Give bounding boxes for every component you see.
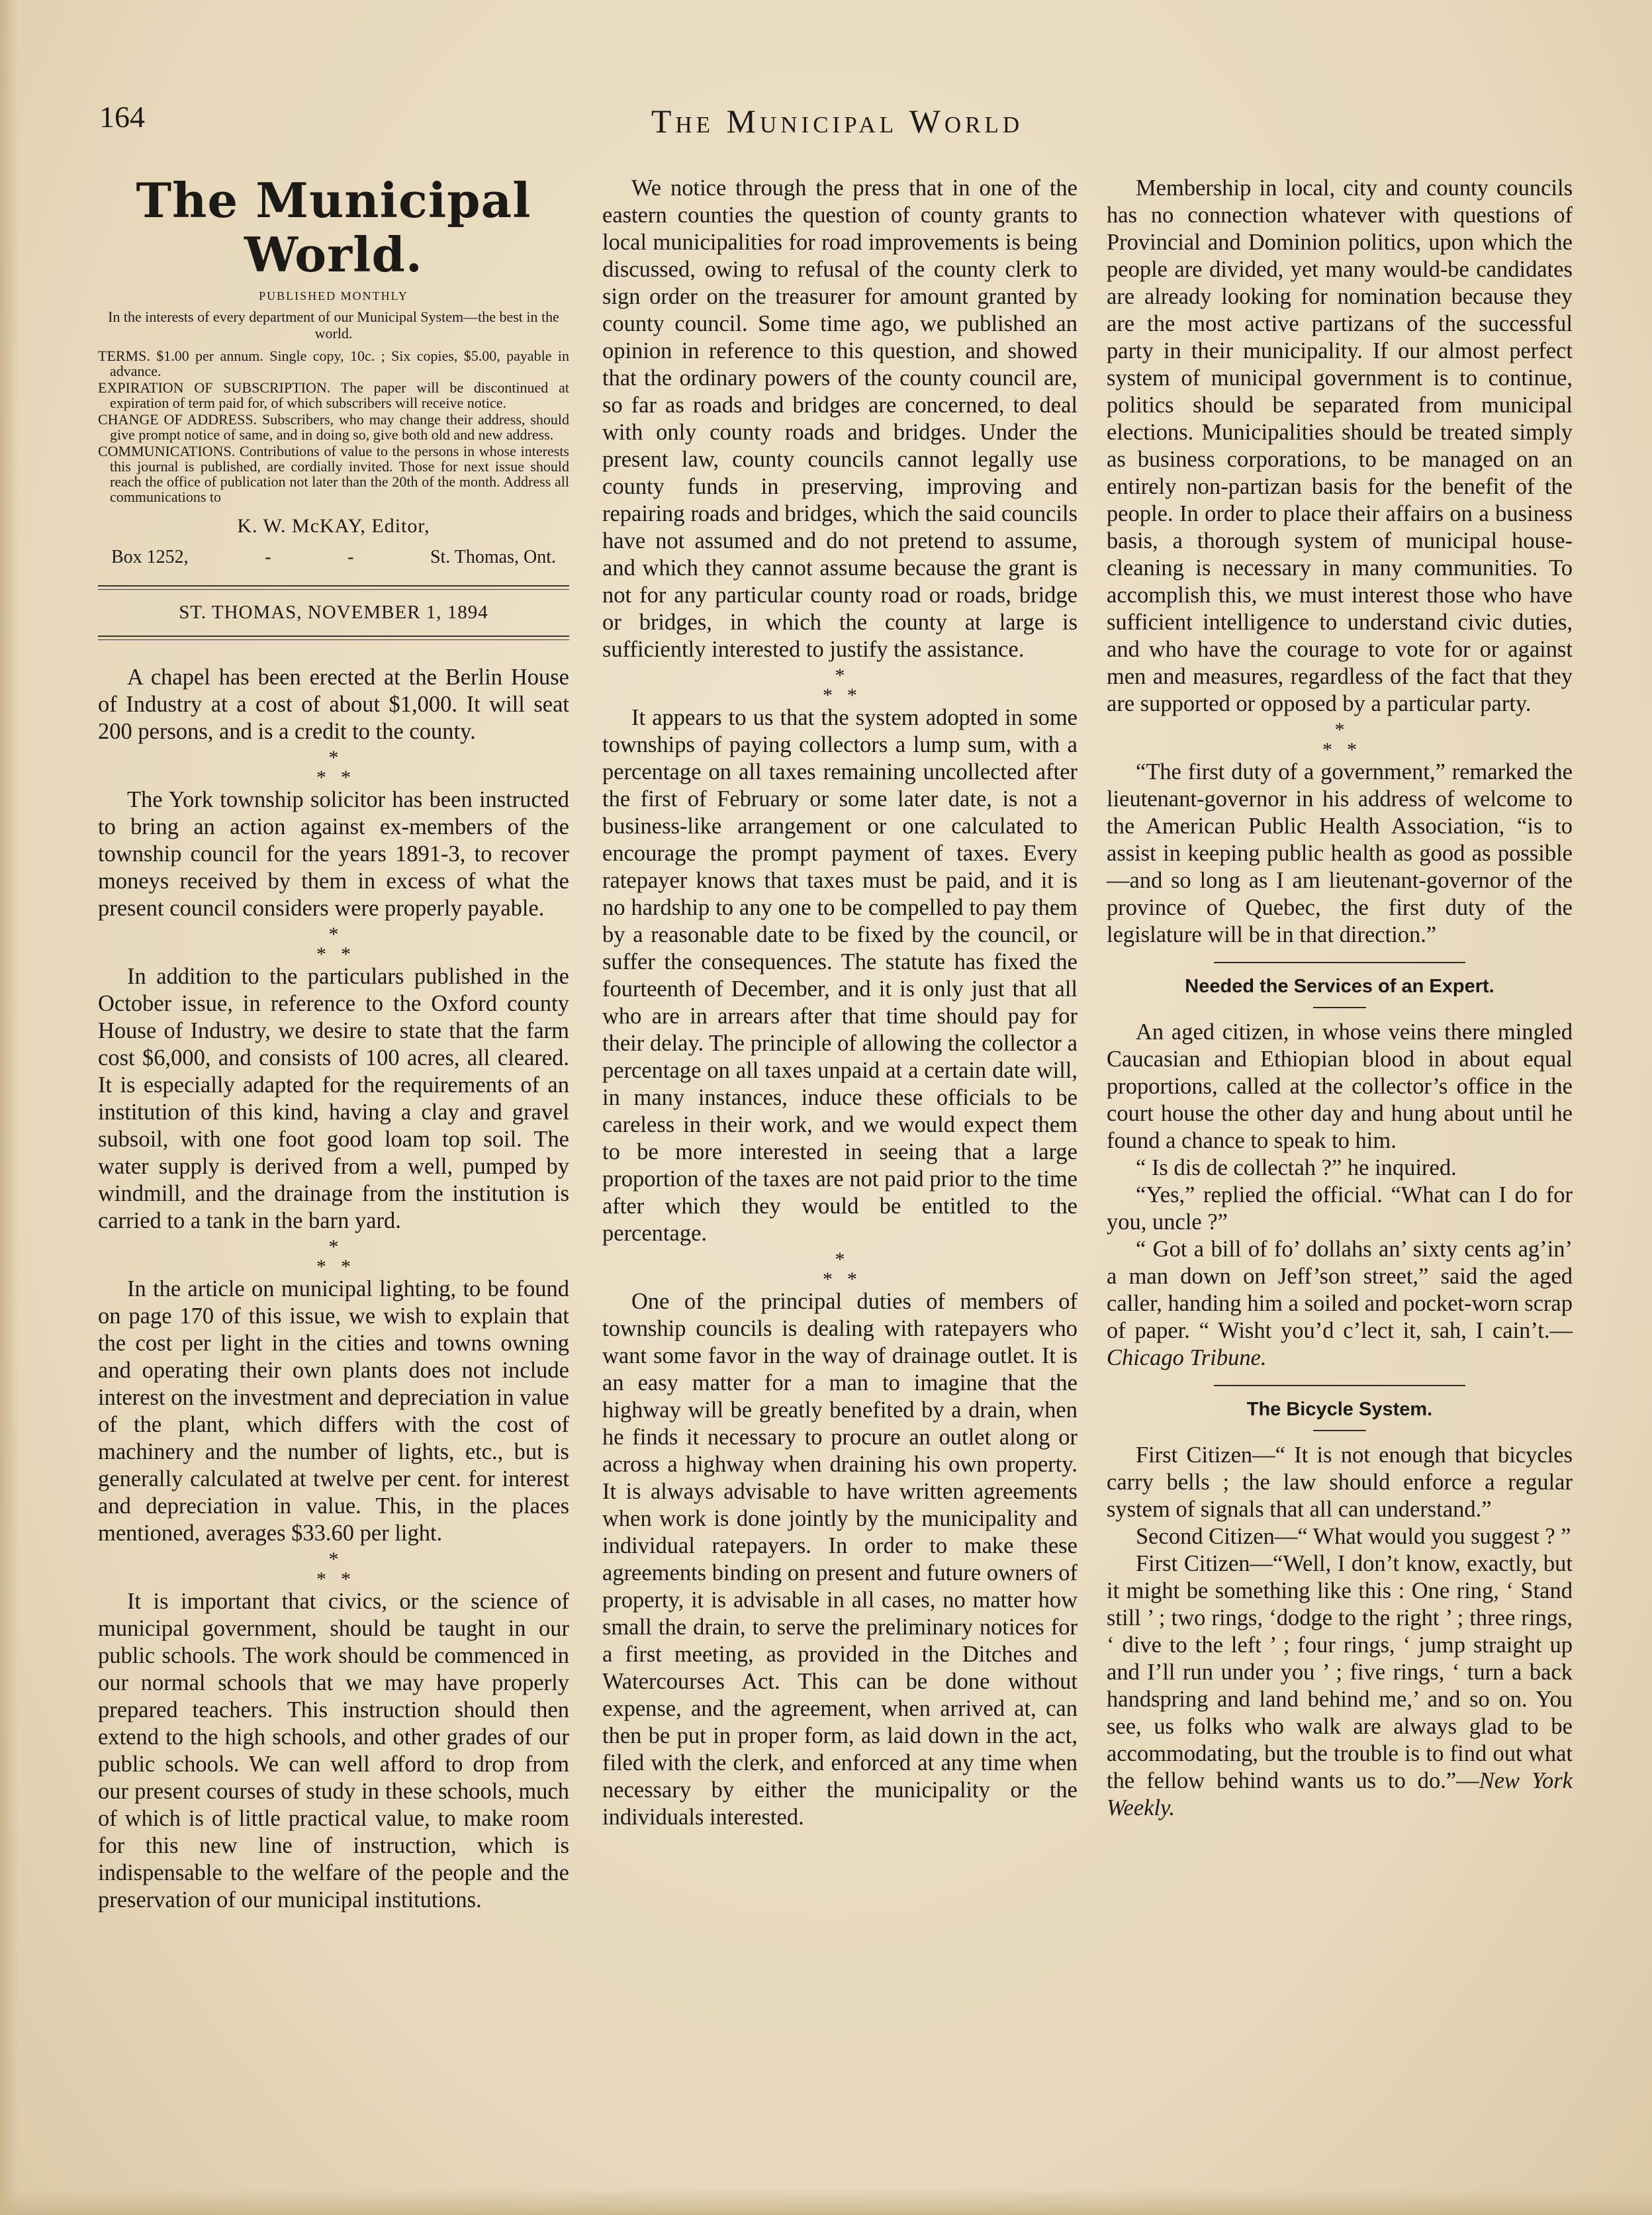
change-of-address-note: CHANGE OF ADDRESS. Subscribers, who may change their address, should give prompt notice of same, and in doing so, give both old and new address.	[98, 411, 569, 443]
published-monthly: PUBLISHED MONTHLY	[259, 289, 408, 303]
editor-name: K. W. McKAY, Editor,	[237, 515, 430, 537]
quote-text: “ Got a bill of fo’ dollahs an’ sixty cents ag’in’ a man down on Jeff’son street,” said the aged caller, handing him a soiled and pocket-worn scrap of paper. “ Wisht you’d c’lect it, sah, I cain’t.—	[1107, 1237, 1573, 1343]
article-paragraph: “ Is dis de collectah ?” he inquired.	[1136, 1155, 1457, 1180]
article-paragraph: An aged citizen, in whose veins there mingled Caucasian and Ethiopian blood in about equal proportions, called at the collector’s office in the court house the other day and hung about until he found a chance to speak to him.	[1107, 1019, 1573, 1153]
article-paragraph: “The first duty of a government,” remarked the lieutenant-governor in his address of welcome to the American Public Health Association, “is to assist in keeping public health as good as possible —and so long as I am lieutenant-governor of the province of Quebec, the first duty of the legislature will be in that direction.”	[1107, 759, 1573, 947]
star: *	[1347, 739, 1371, 761]
star: *	[316, 1568, 341, 1590]
section-break	[98, 1237, 569, 1276]
star: *	[847, 684, 872, 706]
masthead-title: The Municipal World.	[136, 172, 531, 283]
article-paragraph: In the article on municipal lighting, to be found on page 170 of this issue, we wish to explain that the cost per light in the cities and towns owning and operating their own plants does not include interest on the investment and depreciation in value of the plant, which differs with the cost of machinery and the number of lights, etc., but is generally calculated at twelve per cent. for interest and depreciation in value. This, in the places mentioned, averages $33.60 per light.	[98, 1276, 569, 1546]
article-paragraph: We notice through the press that in one of the eastern counties the question of county grants to local municipalities for road improvements is being discussed, owing to refusal of the county clerk to sign order on the treasurer for amount granted by county council. Some time ago, we published an opinion in reference to this question, and showed that the ordinary powers of the county council are, so far as roads and bridges are concerned, to deal with only county roads and bridges. Under the present law, county councils cannot legally use county funds in preserving, improving and repairing roads and bridges, which the said councils have not assumed and do not pretend to assume, and which they cannot assume because the grant is not for any particular county road or roads, bridge or bridges, in which the county at large is sufficiently interested to justify the assistance.	[602, 175, 1078, 662]
star: *	[341, 767, 365, 788]
star: *	[847, 1268, 872, 1290]
article-paragraph: A chapel has been erected at the Berlin House of Industry at a cost of about $1,000. It will seat 200 persons, and is a credit to the county.	[98, 665, 569, 744]
source-credit: New York Weekly.	[1107, 1768, 1573, 1820]
double-rule	[98, 636, 569, 640]
section-break	[602, 666, 1078, 704]
column-3	[1107, 175, 1573, 1822]
star: *	[328, 1548, 339, 1570]
communications-note: COMMUNICATIONS. Contributions of value to the persons in whose interests this journal is published, are cordially invited. Those for next issue should reach the office of publication not later than the 20th of the month. Address all communications to	[98, 443, 569, 505]
star: *	[328, 747, 339, 769]
star: *	[328, 923, 339, 945]
column-2	[602, 175, 1078, 1831]
article-heading: The Bicycle System.	[1246, 1399, 1433, 1420]
article-rule	[1214, 1385, 1465, 1386]
city-name: St. Thomas, Ont.	[430, 547, 556, 567]
expiration-note: EXPIRATION OF SUBSCRIPTION. The paper will be discontinued at expiration of term paid for, of which subscribers will receive notice.	[98, 379, 569, 411]
star: *	[328, 1236, 339, 1258]
star: *	[1322, 739, 1347, 761]
star: *	[823, 684, 847, 706]
star: *	[823, 1268, 847, 1290]
article-paragraph: Membership in local, city and county councils has no connection whatever with questions of Provincial and Dominion politics, upon which the people are divided, yet many would-be candidates are already looking for nomination because they are the most active partizans of the successful party in their municipality. If our almost perfect system of municipal government is to continue, politics should be separated from municipal elections. Municipalities should be treated simply as business corporations, to be managed on an entirely non-partizan basis for the benefit of the people. In order to place their affairs on a business basis, a thorough system of municipal house-cleaning is necessary in many communities. To accomplish this, we must interest those who have sufficient intelligence to understand civic duties, and who have the courage to vote for or against men and measures, regardless of the fact that they are supported or opposed by a particular party.	[1107, 175, 1573, 716]
page-edge-shadow	[0, 0, 19, 2215]
article-paragraph: Second Citizen—“ What would you suggest ? ”	[1136, 1524, 1571, 1549]
heading-rule	[1313, 1007, 1366, 1008]
heading-rule	[1313, 1430, 1366, 1431]
star: *	[341, 1256, 365, 1278]
star: *	[341, 943, 365, 965]
section-break	[98, 925, 569, 963]
quote-text: First Citizen—“Well, I don’t know, exactly, but it might be something like this : One ring, ‘ Stand still ’ ; two rings, ‘dodge to the right ’ ; three rings, ‘ dive to the left ’ ; four rings, ‘ jump straight up and I’ll run under you ’ ; five rings, ‘ turn a back handspring and land behind me,’ and so on. You see, us folks who walk are always glad to be accommodating, but the trouble is to find out what the fellow behind wants us to do.”—	[1107, 1551, 1573, 1793]
star: *	[835, 665, 845, 686]
article-heading: Needed the Services of an Expert.	[1185, 976, 1494, 997]
double-rule	[98, 585, 569, 590]
star: *	[835, 1249, 845, 1270]
page-number: 164	[99, 100, 145, 134]
star: *	[1334, 719, 1345, 741]
article-paragraph: “Yes,” replied the official. “What can I do for you, uncle ?”	[1107, 1182, 1573, 1235]
running-head	[99, 99, 1575, 146]
star: *	[316, 1256, 341, 1278]
page-bottom-shadow	[0, 2189, 1652, 2215]
article-paragraph: It is important that civics, or the science of municipal government, should be taught in our public schools. The work should be commenced in our normal schools that we may have properly prepared teachers. This instruction should then extend to the high schools, and other grades of our public schools. We can well afford to drop from our present courses of study in these schools, much of which is of little practical value, to make room for this new line of instruction, which is indispensable to the welfare of the people and the preservation of our municipal institutions.	[98, 1589, 569, 1912]
article-rule	[1214, 962, 1465, 963]
running-title: The Municipal World	[651, 103, 1024, 140]
star: *	[341, 1568, 365, 1590]
dateline: ST. THOMAS, NOVEMBER 1, 1894	[179, 602, 488, 623]
column-1	[98, 173, 569, 1914]
article-paragraph: The York township solicitor has been instructed to bring an action against ex-members of the township council for the years 1891-3, to recover moneys received by them in excess of what the present council considers were properly payable.	[98, 787, 569, 921]
section-break	[602, 1250, 1078, 1288]
address-dash: -	[347, 547, 354, 567]
address-dash: -	[265, 547, 271, 567]
article-paragraph: One of the principal duties of members of township councils is dealing with ratepayers who want some favor in the way of drainage outlet. It is an easy matter for a man to imagine that the highway will be greatly benefited by a drain, when he finds it necessary to procure an outlet along or across a highway when draining his own property. It is always advisable to have written agreements when work is done jointly by the municipality and individual ratepayers. In order to make these agreements binding on present and future owners of property, it is advisable in all cases, no matter how small the drain, to serve the preliminary notices for a first meeting, as provided in the Ditches and Watercourses Act. This can be done without expense, and the agreement, when arrived at, can then be put in proper form, as laid down in the act, filed with the clerk, and enforced at any time when necessary by either the municipality or the individuals interested.	[602, 1289, 1078, 1830]
section-break	[98, 748, 569, 786]
star: *	[316, 943, 341, 965]
article-paragraph: First Citizen—“ It is not enough that bicycles carry bells ; the law should enforce a regular system of signals that all can understand.”	[1107, 1442, 1573, 1522]
masthead-interests: In the interests of every department of our Municipal System—the best in the world.	[108, 308, 559, 342]
section-break	[1107, 720, 1573, 759]
terms-note: TERMS. $1.00 per annum. Single copy, 10c. ; Six copies, $5.00, payable in advance.	[98, 348, 569, 379]
article-paragraph	[1107, 1236, 1573, 1372]
article-paragraph: It appears to us that the system adopted in some townships of paying collectors a lump sum, with a percentage on all taxes remaining uncollected after the first of February or some later date, is not a business-like arrangement or one calculated to encourage the prompt payment of taxes. Every ratepayer knows that taxes must be paid, and it is no hardship to any one to be compelled to pay them by a reasonable date to be fixed by the council, or suffer the consequences. The statute has fixed the fourteenth of December, and it is only just that all who are in arrears after that time should pay for their delay. The principle of allowing the collector a percentage on all taxes unpaid at a certain date will, in many instances, induce these officials to be careless in their work, and we would expect them to be more interested in seeing that a large proportion of the taxes are not paid prior to the time after which they would be entitled to the percentage.	[602, 705, 1078, 1246]
box-number: Box 1252,	[111, 547, 189, 567]
article-paragraph: In addition to the particulars published in the October issue, in reference to the Oxford county House of Industry, we desire to state that the farm cost $6,000, and consists of 100 acres, all cleared. It is especially adapted for the requirements of an institution of this kind, having a clay and gravel subsoil, with one foot good loam top soil. The water supply is derived from a well, pumped by windmill, and the drainage from the institution is carried to a tank in the barn yard.	[98, 964, 569, 1233]
section-break	[98, 1550, 569, 1588]
source-credit: Chicago Tribune.	[1107, 1345, 1267, 1370]
address-line	[98, 543, 569, 571]
star: *	[316, 767, 341, 788]
article-paragraph	[1107, 1550, 1573, 1822]
